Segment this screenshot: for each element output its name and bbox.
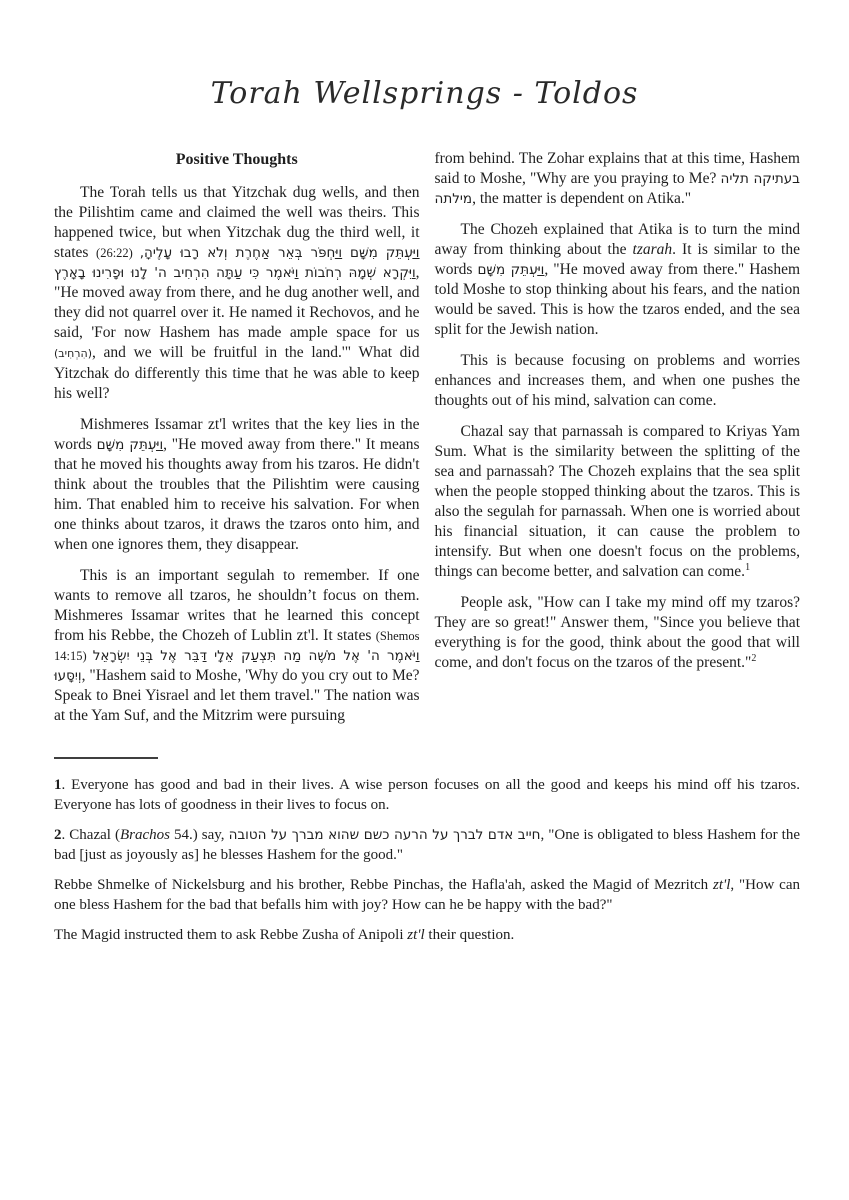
footnote-number: 1	[54, 777, 62, 793]
verse-reference: (26:22)	[96, 246, 140, 260]
paragraph-left-2	[54, 415, 420, 555]
footnote-marker-1: 1	[745, 561, 751, 573]
hebrew-quote: חייב אדם לברך על הרעה כשם שהוא מברך על הטובה	[228, 827, 541, 843]
column-left	[54, 149, 420, 737]
content-columns	[0, 111, 849, 737]
paragraph-text: from behind. The Zohar explains that at this time, Hashem said to Moshe, "Why are you praying to Me?	[434, 150, 800, 187]
footnote-2-continued	[54, 875, 800, 915]
section-heading: Positive Thoughts	[175, 151, 298, 168]
paragraph-text: This is an important segulah to remember. If one wants to remove all tzaros, he shouldn’t focus on them. Mishmeres Issamar writes that he learned this concept from his Rebbe, the Chozeh of Lublin zt'l. It states	[54, 567, 420, 644]
footnote-text: , "How can one bless Hashem for the bad that befalls him with joy? How can he be happy with the bad?"	[54, 877, 800, 913]
footnote-2	[54, 825, 800, 865]
footnote-text: 54.) say,	[169, 827, 229, 843]
italic-term: zt'l	[407, 927, 425, 943]
paragraph-right-1	[435, 149, 801, 209]
footnote-text: , "One is obligated to bless Hashem for the bad [just as joyously as] he blesses Hashem for the good."	[54, 827, 801, 863]
paragraph-text: , "Hashem said to Moshe, 'Why do you cry out to Me? Speak to Bnei Yisrael and let them travel." The nation was at the Yam Suf, and the Mitzrim were pursuing	[54, 667, 420, 724]
paragraph-right-4	[435, 422, 801, 582]
paragraph-text: , the matter is dependent on Atika."	[472, 190, 692, 207]
paragraph-left-3	[54, 566, 420, 726]
italic-term: zt'l	[713, 877, 731, 893]
footnote-2-conclusion	[54, 925, 800, 945]
paragraph-text: This is because focusing on problems and worries enhances and increases them, and when one pushes the thoughts out of his mind, salvation can come.	[434, 352, 800, 409]
footnote-text: . Chazal (	[61, 827, 120, 843]
footnote-text: their question.	[424, 927, 515, 943]
footnote-number: 2	[54, 827, 62, 843]
paragraph-text: The Chozeh explained that Atika is to turn the mind away from thinking about the	[434, 221, 800, 258]
paragraph-right-2	[435, 220, 801, 340]
hebrew-quote: וַיַּעְתֵּק מִשָּׁם	[96, 437, 164, 453]
paragraph-right-5	[435, 593, 801, 673]
footnote-1	[54, 775, 800, 815]
paragraph-text: , "He moved away from there." Hashem told Moshe to stop thinking about his fears, and the nation would be saved. This is how the tzaros ended, and the sea split for the Jewish nation.	[434, 261, 800, 338]
column-right	[435, 149, 801, 737]
hebrew-parenthetical: (הִרְחִיב)	[54, 347, 92, 360]
paragraph-text: People ask, "How can I take my mind off my tzaros? They are so great!" Answer them, "Since you believe that everything is for the good, think about the good that will come, and don't focus on the tzaros of the present."	[434, 594, 800, 671]
hebrew-quote: וַיַּעְתֵּק מִשָּׁם וַיַּחְפֹּר בְּאֵר אַחֶרֶת וְלֹא רָבוּ עָלֶיהָ, וַיִּקְרָא שְׁמָהּ רְחֹבוֹת וַיֹּאמֶר כִּי עַתָּה הִרְחִיב ה' לָנוּ וּפָרִינוּ בָאָרֶץ	[54, 245, 420, 281]
paragraph-text: , "He moved away from there, and he dug another well, and they did not quarrel over it. He named it Rechovos, and he said, 'For now Hashem has made ample space for us	[54, 264, 420, 341]
footnote-text: The Magid instructed them to ask Rebbe Zusha of Anipoli	[54, 927, 408, 943]
hebrew-quote: וַיֹּאמֶר ה' אֶל מֹשֶׁה מַה תִּצְעַק אֵלָי דַּבֵּר אֶל בְּנֵי יִשְׂרָאֵל וְיִסָּעוּ	[54, 648, 420, 684]
paragraph-text: The Torah tells us that Yitzchak dug wells, and then the Pilishtim came and claimed the well was theirs. This happened twice, but when Yitzchak dug the third well, it states	[54, 184, 420, 261]
footnote-separator	[54, 757, 158, 759]
paragraph-left-1	[54, 183, 420, 404]
hebrew-quote: וַיַּעְתֵּק מִשָּׁם	[477, 262, 545, 278]
italic-source: Brachos	[119, 827, 170, 843]
paragraph-text: . It is similar to the words	[434, 241, 800, 278]
paragraph-right-3	[435, 351, 801, 411]
verse-reference: (Shemos 14:15)	[54, 629, 420, 663]
paragraph-text: , and we will be fruitful in the land.'" What did Yitzchak do differently this time that he was able to keep his well?	[54, 344, 420, 402]
footnote-text: . Everyone has good and bad in their lives. A wise person focuses on all the good and keeps his mind off his tzaros. Everyone has lots of goodness in their lives to focus on.	[54, 777, 800, 813]
paragraph-text: Chazal say that parnassah is compared to Kriyas Yam Sum. What is the similarity between the splitting of the sea and parnassah? The Chozeh explains that the sea split when the people stopped thinking about the tzaros. This is also the segulah for parnassah. When one is worried about his financial situation, it can cause the problem to intensify. But when one doesn't focus on the problems, things can become better, and salvation can come.	[434, 423, 800, 580]
page-title: Torah Wellsprings - Toldos	[210, 76, 639, 111]
hebrew-quote: בעתיקה תליה מילתה	[434, 171, 800, 207]
footnote-text: Rebbe Shmelke of Nickelsburg and his brother, Rebbe Pinchas, the Hafla'ah, asked the Magid of Mezritch	[54, 877, 714, 893]
paragraph-text: Mishmeres Issamar zt'l writes that the key lies in the words	[54, 416, 420, 453]
italic-term: tzarah	[632, 241, 673, 258]
footnote-marker-2: 2	[751, 652, 757, 664]
footnotes-section	[0, 775, 849, 945]
paragraph-text: , "He moved away from there." It means that he moved his thoughts away from his tzaros. He didn't think about the troubles that the Pilishtim were causing him. That enabled him to receive his salvation. For when one thinks about tzaros, it draws the tzaros onto him, and when one ignores them, they disappear.	[54, 436, 420, 553]
